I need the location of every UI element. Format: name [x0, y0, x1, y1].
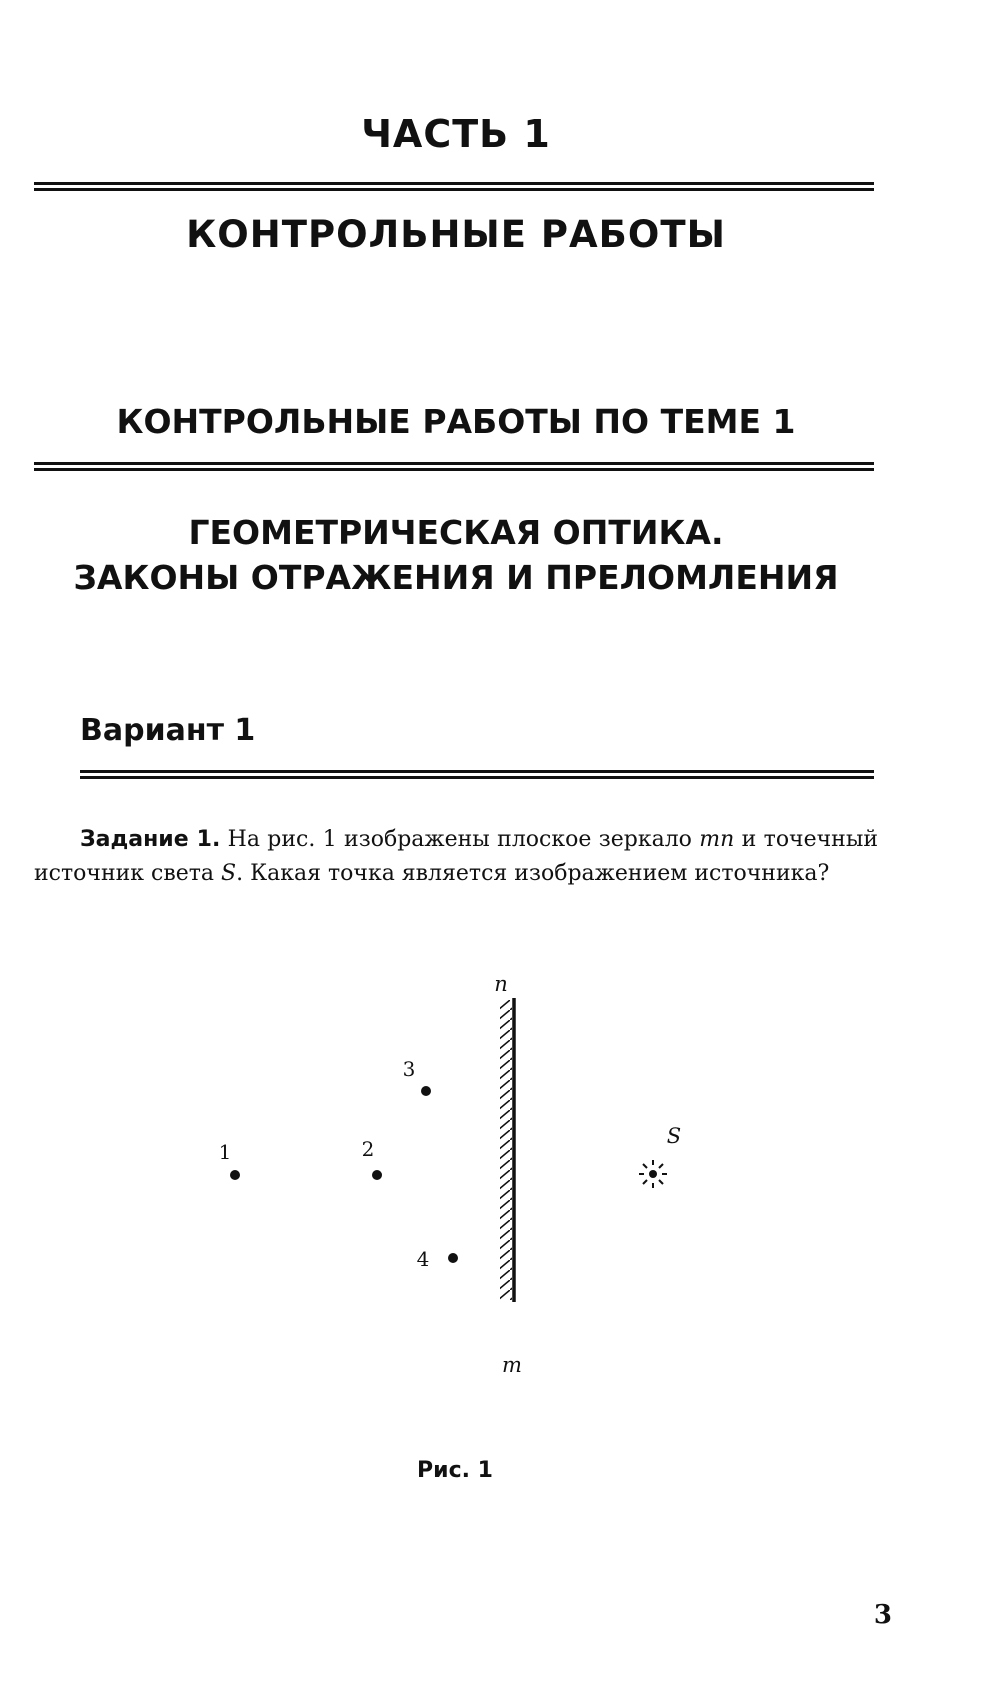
source-name: S — [221, 861, 237, 886]
theme-heading: КОНТРОЛЬНЫЕ РАБОТЫ ПО ТЕМЕ 1 — [116, 402, 796, 441]
topic-title-line-1: ГЕОМЕТРИЧЕСКАЯ ОПТИКА. — [188, 513, 724, 552]
task-text-part-1: На рис. 1 изображены плоское зеркало — [220, 827, 700, 852]
light-source-icon — [639, 1160, 667, 1188]
mirror-hatching — [500, 1000, 512, 1300]
page-number: 3 — [873, 1600, 892, 1630]
point-1 — [230, 1170, 240, 1180]
collection-title: КОНТРОЛЬНЫЕ РАБОТЫ — [186, 213, 726, 256]
task-text-part-2: и точечный источник света — [34, 827, 879, 886]
task-text — [34, 823, 878, 891]
point-3-label: 3 — [402, 1057, 416, 1081]
source-label: S — [666, 1124, 682, 1148]
task-text-part-3: . Какая точка является изображением источника? — [236, 861, 830, 886]
point-1-label: 1 — [218, 1140, 232, 1164]
point-3 — [421, 1086, 431, 1096]
mirror-figure — [150, 960, 750, 1380]
divider-rule — [34, 188, 874, 191]
topic-title — [0, 510, 912, 600]
divider-rule — [80, 776, 874, 779]
part-title: ЧАСТЬ 1 — [361, 112, 551, 156]
point-4 — [448, 1253, 458, 1263]
figure-caption: Рис. 1 — [417, 1458, 493, 1483]
mirror-name: mn — [699, 827, 735, 852]
point-2-label: 2 — [361, 1137, 375, 1161]
divider-rule — [80, 770, 874, 773]
variant-title: Вариант 1 — [80, 713, 256, 748]
task-label: Задание 1. — [80, 827, 221, 852]
mirror-top-label: n — [494, 972, 508, 996]
divider-rule — [34, 468, 874, 471]
point-2 — [372, 1170, 382, 1180]
divider-rule — [34, 462, 874, 465]
topic-title-line-2: ЗАКОНЫ ОТРАЖЕНИЯ И ПРЕЛОМЛЕНИЯ — [73, 558, 839, 597]
divider-rule — [34, 182, 874, 185]
mirror-bottom-label: m — [502, 1353, 522, 1377]
point-4-label: 4 — [416, 1247, 430, 1271]
